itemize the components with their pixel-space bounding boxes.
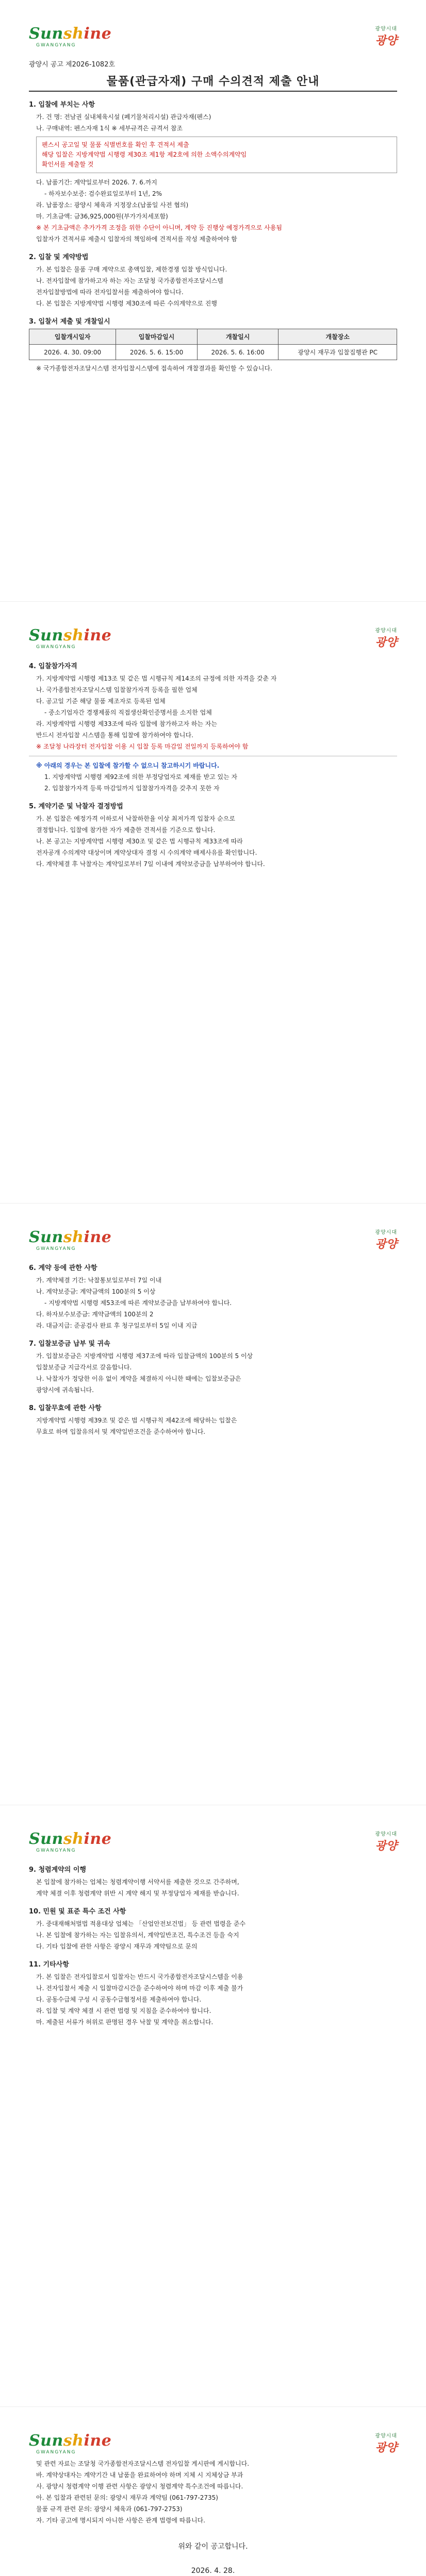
section-heading: 5. 계약기준 및 낙찰자 결정방법 bbox=[29, 803, 123, 810]
page-header bbox=[29, 1826, 397, 1857]
highlight-note: ※ 조달청 나라장터 전자입찰 이용 시 입찰 등록 마감일 전일까지 등록하여야 함 bbox=[36, 743, 249, 750]
page-header bbox=[29, 2428, 397, 2459]
page-4: Sunshine GWANGYANG 광양시대 광양 9. 청렴계약의 이행 본 입찰에 참가하는 업체는 청렴계약이행 서약서를 제출한 것으로 간주하며, 계약 체결 이후 청렴계약 위반 시 계약 해지 및 부정당업자 제재를 받습니다. 10. 민원 및 표준 특수 조건 사항 가. 중대재해처벌법 적용대상 업체는 「산업안전보건법」 등 관련 법령을 준수 나. 본 입찰에 참가하는 자는 입찰유의서, 계약일반조건, 특수조건 등을 숙지 다. 기타 입찰에 관한 사항은 광양시 재무과 계약팀으로 문의 11. 기타사항 가. 본 입찰은 전자입찰로서 입찰자는 반드시 국가종합전자조달시스템을 이용 나. 전자입찰서 제출 시 입찰마감시간을 준수하여야 하며 마감 이후 제출 불가 다. 공동수급체 구성 시 공동수급협정서를 제출하여야 합니다. 라. 입찰 및 계약 체결 시 관련 법령 및 지침을 준수하여야 합니다. 마. 제출된 서류가 허위로 판명된 경우 낙찰 및 계약을 취소합니다. bbox=[0, 1805, 426, 2407]
doc-title: 물품(관급자재) 구매 수의견적 제출 안내 bbox=[106, 75, 320, 88]
section-heading: 3. 입찰서 제출 및 개찰일시 bbox=[29, 318, 110, 326]
footnote: ※ 국가종합전자조달시스템 전자입찰시스템에 접속하여 개찰결과를 확인할 수 있습니다. bbox=[36, 365, 272, 372]
sunshine-logo: Sunshine GWANGYANG bbox=[29, 1829, 112, 1853]
section-heading: 10. 민원 및 표준 특수 조건 사항 bbox=[29, 1908, 126, 1916]
table-row: 2026. 4. 30. 09:00 2026. 5. 6. 15:00 2026. 5. 6. 16:00 광양시 재무과 입찰집행관 PC bbox=[29, 345, 397, 360]
section-heading: 1. 입찰에 부치는 사항 bbox=[29, 101, 95, 109]
notice-box: 펜스시 공고일 및 물품 식별번호를 확인 후 견적서 제출 해당 입찰은 지방계약법 시행령 제30조 제1항 제2호에 의한 소액수의계약임 확인서를 제출할 것 bbox=[36, 137, 397, 173]
table-header-row: 입찰개시일자 입찰마감일시 개찰일시 개찰장소 bbox=[29, 329, 397, 345]
page-header bbox=[29, 21, 397, 52]
slogan-logo: 광양시대 광양 bbox=[375, 1832, 397, 1853]
issue-date: 2026. 4. 28. bbox=[191, 2567, 235, 2575]
section-heading: 11. 기타사항 bbox=[29, 1961, 69, 1969]
page-3: Sunshine GWANGYANG 광양시대 광양 6. 계약 등에 관한 사항 가. 계약체결 기간: 낙찰통보일로부터 7일 이내 나. 계약보증금: 계약금액의 100분의 5 이상 - 지방계약법 시행령 제53조에 따른 계약보증금을 납부하여야 합니다. 다. 하자보수보증금: 계약금액의 100분의 2 라. 대금지급: 준공검사 완료 후 청구일로부터 5일 이내 지급 7. 입찰보증금 납부 및 귀속 가. 입찰보증금은 지방계약법 시행령 제37조에 따라 입찰금액의 100분의 5 이상 입찰보증금 지급각서로 갈음합니다. 나. 낙찰자가 정당한 이유 없이 계약을 체결하지 아니한 때에는 입찰보증금은 광양시에 귀속됩니다. 8. 입찰무효에 관한 사항 지방계약법 시행령 제39조 및 같은 법 시행규칙 제42조에 해당하는 입찰은 무효로 하며 입찰유의서 및 계약일반조건을 준수하여야 합니다. bbox=[0, 1204, 426, 1805]
sunshine-logo: Sunshine GWANGYANG bbox=[29, 24, 112, 48]
page-5: Sunshine GWANGYANG 광양시대 광양 및 관련 자료는 조달청 국가종합전자조달시스템 전자입찰 게시판에 게시합니다. 바. 계약상대자는 계약기간 내 납품을 완료하여야 하며 지체 시 지체상금 부과 사. 광양시 청렴계약 이행 관련 사항은 광양시 청렴계약 특수조건에 따릅니다. 아. 본 입찰과 관련된 문의: 광양시 재무과 계약팀 (061-797-2735) 물품 규격 관련 문의: 광양시 체육과 (061-797-2753) 자. 기타 공고에 명시되지 아니한 사항은 관계 법령에 따릅니다. 위와 같이 공고합니다. 2026. 4. 28. bbox=[0, 2407, 426, 2576]
doc-number: 광양시 공고 제2026-1082호 bbox=[29, 61, 116, 69]
sunshine-logo: Sunshine GWANGYANG bbox=[29, 2431, 112, 2455]
section-heading: 8. 입찰무효에 관한 사항 bbox=[29, 1404, 102, 1412]
page-header bbox=[29, 622, 397, 653]
sunshine-logo: Sunshine GWANGYANG bbox=[29, 626, 112, 650]
section-heading: 6. 계약 등에 관한 사항 bbox=[29, 1264, 97, 1272]
schedule-table bbox=[29, 329, 397, 360]
page-1: Sunshine GWANGYANG 광양시대 광양 광양시 공고 제2026-1082호 물품(관급자재) 구매 수의견적 제출 안내 1. 입찰에 부치는 사항 가. 건 명: 전남권 실내체육시설 (폐기물처리시설) 관급자재(펜스) 나. 구매내역: 펜스자재 1식 ※ 세부규격은 규격서 참조 펜스시 공고일 및 물품 식별번호를 확인 후 견적서 제출 해당 입찰은 지방계약법 시행령 제30조 제1항 제2호에 의한 소액수의계약임 확인서를 제출할 것 다. 납품기간: 계약일로부터 2026. 7. 6.까지 - 하자보수보증: 검수완료일로부터 1년, 2% 라. 납품장소: 광양시 체육과 지정장소(납품일 사전 협의) 마. 기초금액: 금36,925,000원(부가가치세포함) ※ 본 기초금액은 추가가격 조정을 위한 수단이 아니며, 계약 등 진행상 예정가격으로 사용됨 입찰자가 견적서류 제출시 입찰자의 책임하에 견적서를 작성 제출하여야 함 2. 입찰 및 계약방법 가. 본 입찰은 물품 구매 계약으로 총액입찰, 제한경쟁 입찰 방식입니다. 나. 전자입찰에 참가하고자 하는 자는 조달청 국가종합전자조달시스템 전자입찰방법에 따라 전자입찰서를 제출하여야 합니다. 다. 본 입찰은 지방계약법 시행령 제30조에 따른 수의계약으로 진행 3. 입찰서 제출 및 개찰일시 입찰개시일자 입찰마감일시 개찰일시 개찰장소 2026. 4. 30. 09:00 2026. 5. 6. 15:00 2026. 5. 6. 16:00 광양시 재무과 입찰집행관 PC ※ 국가종합전자조달시스템 전자입찰시스템에 접속하여 개찰결과를 확인할 수 있습니다. bbox=[0, 0, 426, 602]
section-heading: 7. 입찰보증금 납부 및 귀속 bbox=[29, 1340, 110, 1348]
slogan-logo: 광양시대 광양 bbox=[375, 1230, 397, 1251]
title-rule bbox=[29, 91, 397, 92]
sunshine-logo: Sunshine GWANGYANG bbox=[29, 1228, 112, 1251]
slogan-logo: 광양시대 광양 bbox=[375, 26, 397, 47]
page-2: Sunshine GWANGYANG 광양시대 광양 4. 입찰참가자격 가. 지방계약법 시행령 제13조 및 같은 법 시행규칙 제14조의 규정에 의한 자격을 갖춘 자 나. 국가종합전자조달시스템 입찰참가자격 등록을 필한 업체 다. 공고일 기준 해당 물품 제조자로 등록된 업체 - 중소기업자간 경쟁제품의 직접생산확인증명서를 소지한 업체 라. 지방계약법 시행령 제33조에 따라 입찰에 참가하고자 하는 자는 반드시 전자입찰 시스템을 통해 입찰에 참가하여야 합니다. ※ 조달청 나라장터 전자입찰 이용 시 입찰 등록 마감일 전일까지 등록하여야 함 ※ 아래의 경우는 본 입찰에 참가할 수 없으니 참고하시기 바랍니다. 1. 지방계약법 시행령 제92조에 의한 부정당업자로 제재를 받고 있는 자 2. 입찰참가자격 등록 마감일까지 입찰참가자격을 갖추지 못한 자 5. 계약기준 및 낙찰자 결정방법 가. 본 입찰은 예정가격 이하로서 낙찰하한율 이상 최저가격 입찰자 순으로 결정합니다. 입찰에 참가한 자가 제출한 견적서를 기준으로 합니다. 나. 본 공고는 지방계약법 시행령 제30조 및 같은 법 시행규칙 제33조에 따라 전자공개 수의계약 대상이며 계약상대자 결정 시 수의계약 배제사유를 확인합니다. 다. 계약체결 후 낙찰자는 계약일로부터 7일 이내에 계약보증금을 납부하여야 합니다. bbox=[0, 602, 426, 1204]
page-header bbox=[29, 1224, 397, 1255]
section-heading: 4. 입찰참가자격 bbox=[29, 663, 77, 670]
section-heading: 9. 청렴계약의 이행 bbox=[29, 1866, 86, 1874]
slogan-logo: 광양시대 광양 bbox=[375, 2433, 397, 2454]
closing-text: 위와 같이 공고합니다. bbox=[178, 2543, 248, 2551]
section-heading: 2. 입찰 및 계약방법 bbox=[29, 253, 89, 261]
slogan-logo: 광양시대 광양 bbox=[375, 628, 397, 649]
